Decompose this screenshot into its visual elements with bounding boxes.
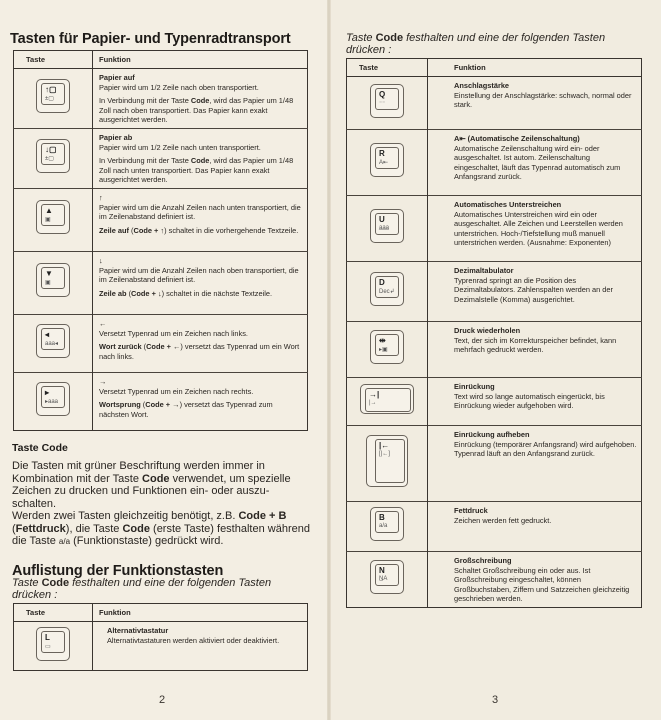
key-cell [347,502,428,552]
function-description: Automatisches Unterstreichen wird ein oder ausgeschaltet. Alle Zeichen und Leerstellen werden unterstrichen. Hoch-/Tiefstellung muß manuell unterstrichen werden. (Ausnahme: Exponenten) [454,209,623,248]
function-cell [93,128,308,188]
table-row [347,262,642,322]
function-title: Druck wiederholen [454,326,521,335]
page-number-left: 2 [159,694,166,706]
key-cell [347,378,428,426]
function-cell [428,426,642,502]
table-row [14,314,308,372]
function-title: Anschlagstärke [454,81,510,90]
function-description: Automatische Zeilenschaltung wird ein- oder ausgeschaltet. Ist autom. Zeilenschaltung eingeschaltet, läuft das Typenrad automatisch zum Anfangsrand zurück. [454,143,621,182]
function-description: Zeile ab (Code + ↓) schaltet in die nächste Textzeile. [99,288,273,298]
function-description: Versetzt Typenrad um ein Zeichen nach rechts. [99,386,254,396]
key-cell [14,69,93,129]
function-title: ↑ [99,192,103,202]
table-row [14,372,308,430]
key-icon: ↑▢ ±▢ [36,79,70,113]
key-icon: U a̲a̲a̲ [370,209,404,243]
function-cell [428,378,642,426]
function-title: Papier auf [99,73,135,82]
function-description: Schaltet Großschreibung ein oder aus. Ist Großschreibung eingeschaltet, können Großbuchstaben, Ziffern und Satzzeichen gleichzeitig geschrieben werden. [454,565,630,604]
key-icon: ◂ aaa◂ [36,324,70,358]
key-cell [14,128,93,188]
page-number-right: 3 [492,694,499,706]
right-subtitle: Taste Code festhalten und eine der folgenden Tasten drücken : [346,32,606,56]
col-header-funktion: Funktion [93,604,308,622]
function-title: Dezimaltabulator [454,266,514,275]
key-icon: N N̲A [370,560,404,594]
function-cell [428,552,642,608]
key-cell [347,552,428,608]
key-cell [347,426,428,502]
table-row [347,130,642,196]
function-cell [428,130,642,196]
col-header-taste: Taste [347,59,428,77]
key-icon: →| |→ [360,384,414,414]
function-description: Papier wird um 1/2 Zeile nach oben transportiert. [99,82,259,92]
table-row [14,251,308,314]
function-description: Text, der sich im Korrekturspeicher befindet, kann mehrfach gedruckt werden. [454,335,617,355]
table-row [347,426,642,502]
function-title: Papier ab [99,132,133,142]
function-description: Typrenrad springt an die Position des Dezimaltabulators. Zahlenspalten werden an der Dezimalstelle (Komma) ausgerichtet. [454,275,613,304]
function-cell [93,372,308,430]
key-cell [347,322,428,378]
function-description: In Verbindung mit der Taste Code, wird das Papier um 1/48 Zoll nach unten transportiert. Das Papier kann exakt ausgerichtet werden. [99,156,294,185]
function-description: Wort zurück (Code + ←) versetzt das Typenrad um ein Wort nach links. [99,342,300,361]
key-cell [347,196,428,262]
function-description: Einrückung (temporärer Anfangsrand) wird aufgehoben. Typenrad läuft an den Anfangsrand zurück. [454,439,637,459]
key-icon: B a/a [370,507,404,541]
function-keys-table-right [346,58,642,608]
col-header-taste: Taste [14,604,93,622]
function-title: Großschreibung [454,556,512,565]
function-cell [428,77,642,130]
code-section-body: Die Tasten mit grüner Beschriftung werden immer in Kombination mit der Taste Code verwendet, um spezielle Zeichen zu drucken und Funktionen ein- oder auszu-schalten. Werden zwei Tasten gleichzeitig benötigt, z.B. Code + B (Fettdruck), die Taste Code (erste Taste) festhalten während die Taste a/a (Funktionstaste) gedrückt wird. [12,460,310,547]
function-description: In Verbindung mit der Taste Code, wird das Papier um 1/48 Zoll nach oben transportiert. Das Papier kann exakt ausgerichtet werden. [99,96,294,125]
function-cell [428,196,642,262]
table-row [14,622,308,671]
key-icon: ▼ ▣ [36,263,70,297]
col-header-taste: Taste [14,51,93,69]
col-header-funktion: Funktion [93,51,308,69]
function-keys-table-left [13,603,308,671]
key-icon: D Dec↲ [370,272,404,306]
key-icon: R A⇤ [370,143,404,177]
function-cell [93,69,308,129]
function-description: Text wird so lange automatisch eingerückt, bis Einrückung wieder aufgehoben wird. [454,391,605,411]
function-cell [428,502,642,552]
table-row [14,188,308,251]
key-icon: Q ⁻⁻ [370,84,404,118]
page-seam [327,0,331,720]
table-row [347,552,642,608]
function-title: Alternativtastatur [107,626,169,635]
function-description: Versetzt Typenrad um ein Zeichen nach links. [99,328,248,338]
key-icon: ▸ ▸aaa [36,382,70,416]
key-cell [347,77,428,130]
function-list-subtitle: Taste Code festhalten und eine der folgenden Tasten drücken : [12,577,272,601]
key-cell [347,262,428,322]
table-row [14,128,308,188]
key-cell [14,251,93,314]
function-description: Papier wird um die Anzahl Zeilen nach oben transportiert, die im Zeilenabstand definiert ist. [99,265,299,285]
key-icon: |← [|←] [366,435,408,487]
col-header-funktion: Funktion [428,59,642,77]
function-cell [93,188,308,251]
function-description: Zeichen werden fett gedruckt. [454,515,552,525]
table-row [347,322,642,378]
key-cell [347,130,428,196]
table-row [14,69,308,129]
function-description: Alternativtastaturen werden aktiviert oder deaktiviert. [107,635,280,645]
function-title: ↓ [99,255,103,265]
key-icon: L ▭ [36,627,70,661]
function-cell [93,314,308,372]
function-description: Papier wird um 1/2 Zeile nach unten transportiert. [99,142,261,152]
function-list-title: Auflistung der Funktionstasten [12,563,224,579]
function-title: Automatisches Unterstreichen [454,200,562,209]
function-title: A⇤ (Automatische Zeilenschaltung) [454,134,580,143]
function-title: Einrückung aufheben [454,430,530,439]
function-description: Papier wird um die Anzahl Zeilen nach unten transportiert, die im Zeilenabstand definiert ist. [99,202,301,222]
table-row [347,502,642,552]
key-icon: ⇹ ▸▣ [370,330,404,364]
transport-keys-table [13,50,308,431]
code-section-title: Taste Code [12,442,68,454]
function-cell [428,322,642,378]
table-row [347,77,642,130]
table-row [347,378,642,426]
function-title: ← [99,318,107,328]
key-icon: ▲ ▣ [36,200,70,234]
key-cell [14,622,93,671]
function-title: Fettdruck [454,506,488,515]
function-description: Zeile auf (Code + ↑) schaltet in die vorhergehende Textzeile. [99,225,299,235]
function-cell [93,622,308,671]
function-cell [93,251,308,314]
function-description: Wortsprung (Code + →) versetzt das Typenrad zum nächsten Wort. [99,400,273,419]
section-title-transport: Tasten für Papier- und Typenradtransport [10,31,291,47]
table-row [347,196,642,262]
key-icon: ↓▢ ±▢ [36,139,70,173]
function-description: Einstellung der Anschlagstärke: schwach, normal oder stark. [454,90,632,110]
function-title: → [99,376,107,386]
function-title: Einrückung [454,382,495,391]
key-cell [14,188,93,251]
key-cell [14,372,93,430]
function-cell [428,262,642,322]
key-cell [14,314,93,372]
